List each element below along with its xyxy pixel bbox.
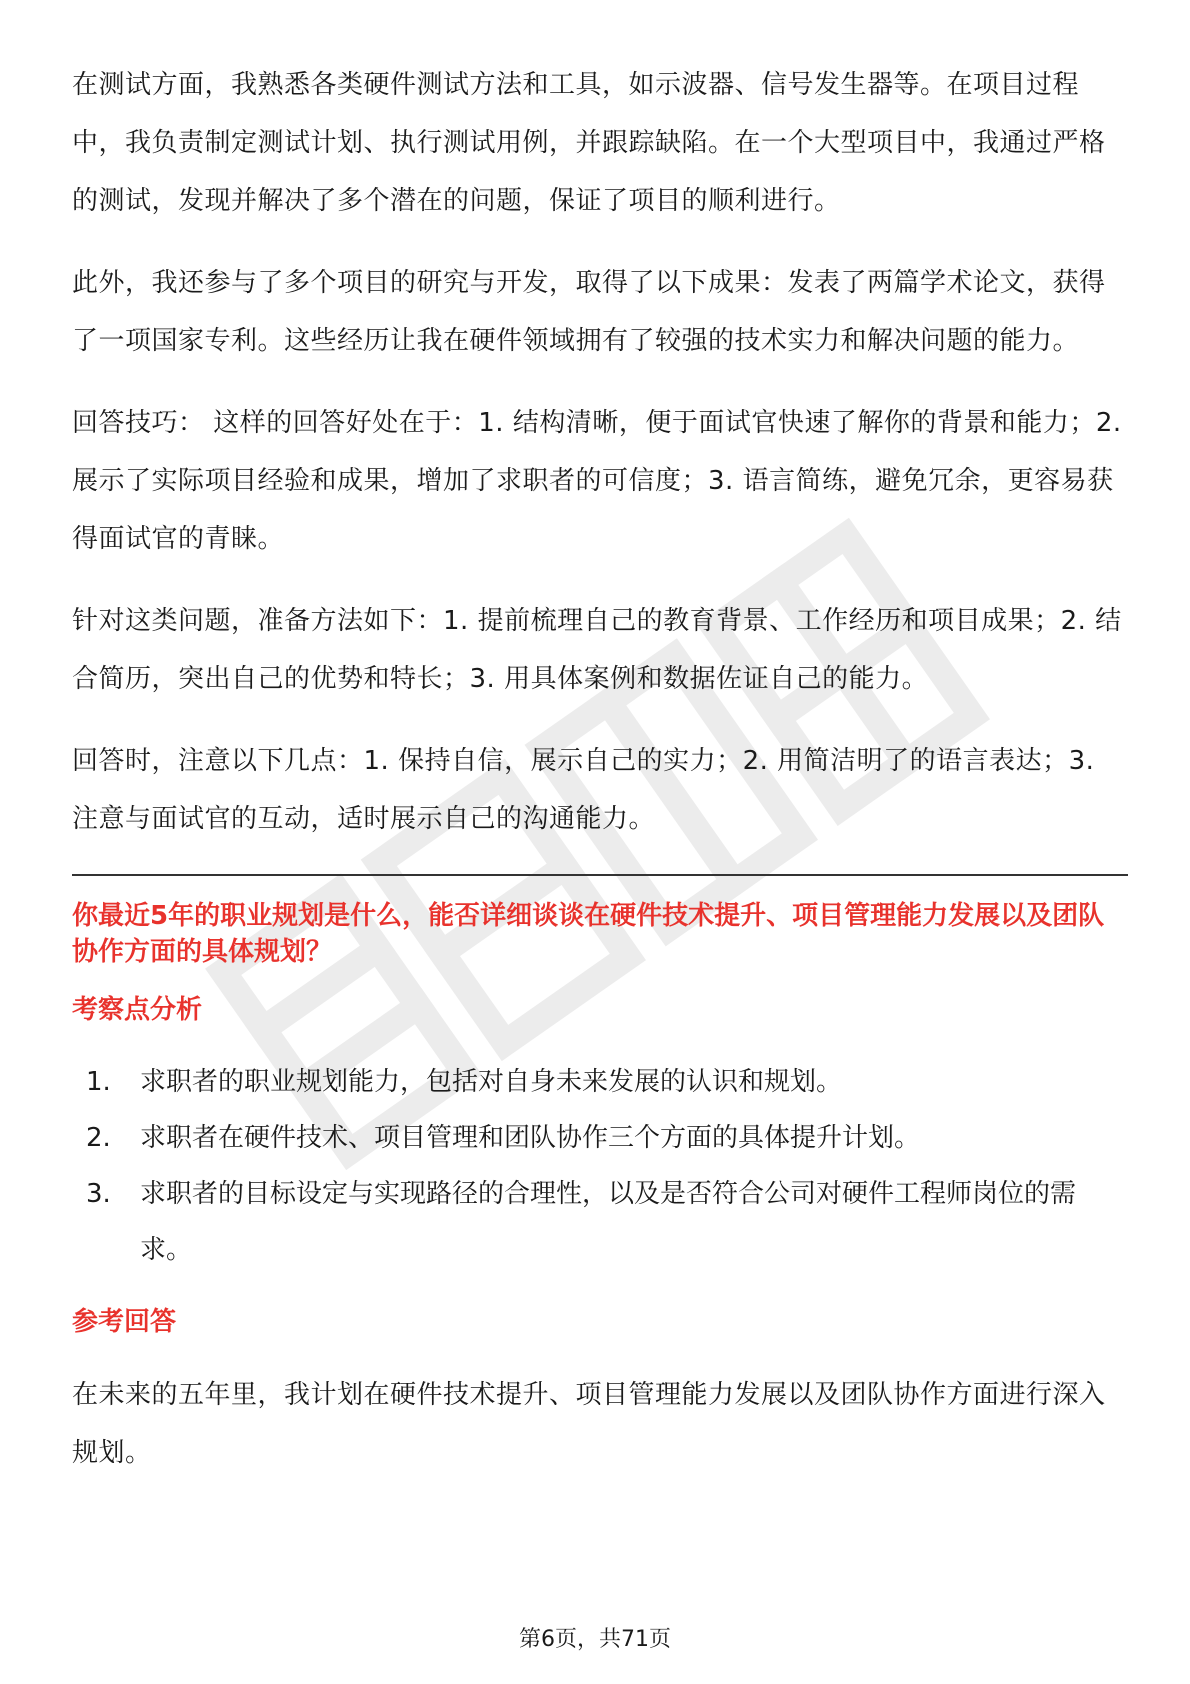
list-item (72, 1110, 1122, 1166)
answer-heading: 参考回答 (72, 1307, 177, 1337)
paragraph-answer-tips: 回答技巧： 这样的回答好处在于：1. 结构清晰，便于面试官快速了解你的背景和能力；2. 展示了实际项目经验和成果，增加了求职者的可信度；3. 语言简练，避免冗余，更容易获得面试官的青睐。 (72, 408, 1122, 554)
page-number: 第6页，共71页 (519, 1627, 671, 1652)
list-item-number: 1. (86, 1067, 111, 1097)
page-content (72, 56, 1122, 1506)
paragraph-answer: 在未来的五年里，我计划在硬件技术提升、项目管理能力发展以及团队协作方面进行深入规划。 (72, 1380, 1106, 1468)
list-item (72, 1166, 1122, 1278)
question-title: 你最近5年的职业规划是什么，能否详细谈谈在硬件技术提升、项目管理能力发展以及团队协作方面的具体规划？ (72, 901, 1105, 967)
paragraph-testing: 在测试方面，我熟悉各类硬件测试方法和工具，如示波器、信号发生器等。在项目过程中，我负责制定测试计划、执行测试用例，并跟踪缺陷。在一个大型项目中，我通过严格的测试，发现并解决了多个潜在的问题，保证了项目的顺利进行。 (72, 70, 1106, 216)
list-item-text: 求职者的职业规划能力，包括对自身未来发展的认识和规划。 (140, 1067, 843, 1097)
paragraph-preparation: 针对这类问题，准备方法如下：1. 提前梳理自己的教育背景、工作经历和项目成果；2. 结合简历，突出自己的优势和特长；3. 用具体案例和数据佐证自己的能力。 (72, 606, 1122, 694)
paragraph-notes: 回答时，注意以下几点：1. 保持自信，展示自己的实力；2. 用简洁明了的语言表达；3. 注意与面试官的互动，适时展示自己的沟通能力。 (72, 746, 1095, 834)
analysis-heading: 考察点分析 (72, 995, 203, 1025)
list-item (72, 1054, 1122, 1110)
list-item-number: 3. (86, 1179, 111, 1209)
list-item-text: 求职者的目标设定与实现路径的合理性，以及是否符合公司对硬件工程师岗位的需求。 (140, 1179, 1077, 1265)
analysis-list (72, 1054, 1122, 1278)
section-divider (72, 874, 1128, 876)
paragraph-achievements: 此外，我还参与了多个项目的研究与开发，取得了以下成果：发表了两篇学术论文，获得了一项国家专利。这些经历让我在硬件领域拥有了较强的技术实力和解决问题的能力。 (72, 268, 1106, 356)
list-item-number: 2. (86, 1123, 111, 1153)
list-item-text: 求职者在硬件技术、项目管理和团队协作三个方面的具体提升计划。 (140, 1123, 921, 1153)
